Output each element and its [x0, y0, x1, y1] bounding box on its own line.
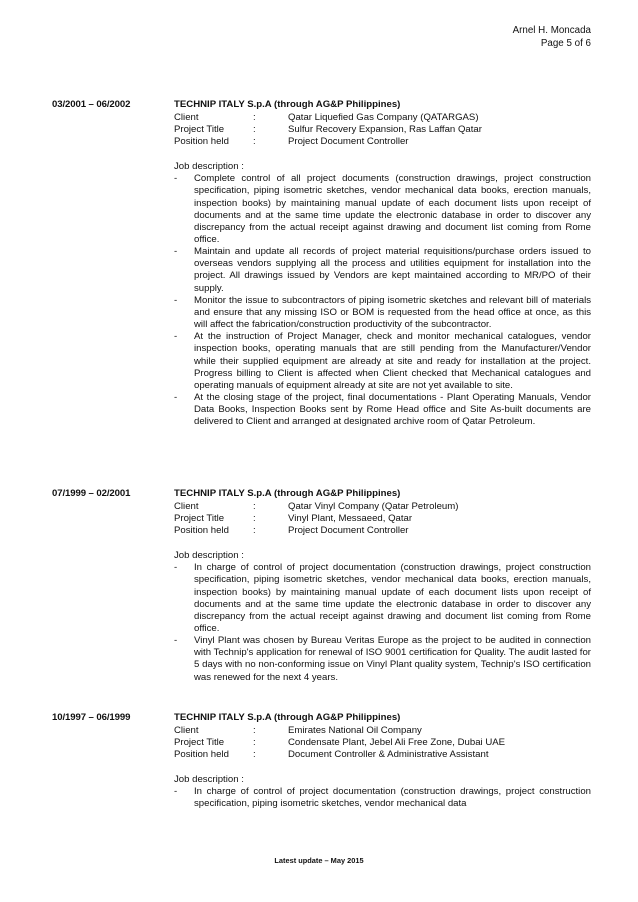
bullet-text: Monitor the issue to subcontractors of piping isometric sketches and relevant bill of materials and ensure that any missing ISO or BOM is requested from the head office at once, as this will affect the fabrication/construction productivity of the subcontractor. — [194, 294, 591, 331]
bullet-item — [174, 786, 591, 810]
field-label: Position held — [174, 525, 229, 537]
field-colon: : — [253, 512, 256, 524]
job-body — [174, 99, 591, 428]
field-label: Position held — [174, 749, 229, 761]
field-label: Project Title — [174, 736, 225, 748]
client-value: Qatar Liquefied Gas Company (QATARGAS) — [288, 111, 479, 123]
field-colon: : — [253, 525, 256, 537]
bullet-text: Maintain and update all records of project material requisitions/purchase orders issued to overseas vendors supplying all the process and utilities equipment for installation into the project. All drawings issued by Vendors are kept maintained according to MR/PO of their supply. — [194, 246, 591, 294]
position-row — [174, 136, 591, 148]
field-colon: : — [253, 136, 256, 148]
bullet-text: At the instruction of Project Manager, check and monitor mechanical catalogues, vendor inspection books, operating manuals that are still pending from the Manufacturer/Vendor while their supplied equipment are already at site and ready for installation at the project. Progress billing to Client is affected when Client checked that Mechanical catalogues and operating manuals of equipment already at site are not yet available to site. — [194, 331, 591, 391]
job-description-label: Job description : — [174, 773, 244, 785]
field-colon: : — [253, 724, 256, 736]
client-row — [174, 725, 591, 737]
bullet-item — [174, 331, 591, 392]
job-body — [174, 488, 591, 684]
bullet-dash: - — [174, 786, 178, 798]
bullet-dash: - — [174, 173, 178, 185]
bullet-text: Complete control of all project documents (construction drawings, project construction specification, piping isometric sketches, vendor mechanical data books, erection manuals, inspection books) by maintaining manual update of each document lists upon receipt of documents and at the same time update the electronic database in order to discover any discrepancy from the actual receipt against drawing and document list coming from Rome office. — [194, 173, 591, 245]
bullet-text: In charge of control of project documentation (construction drawings, project construction specification, piping isometric sketches, vendor mechanical data — [194, 786, 591, 810]
author-name: Arnel H. Moncada — [512, 25, 591, 36]
client-row — [174, 501, 591, 513]
page-header — [513, 24, 591, 50]
project-title-row — [174, 737, 591, 749]
company-name: TECHNIP ITALY S.p.A (through AG&P Philippines) — [174, 712, 401, 723]
position-value: Document Controller & Administrative Assistant — [288, 749, 489, 761]
bullet-item — [174, 246, 591, 295]
job-dates: 10/1997 – 06/1999 — [52, 712, 131, 723]
bullet-dash: - — [174, 562, 178, 574]
bullet-dash: - — [174, 331, 178, 343]
position-value: Project Document Controller — [288, 136, 409, 148]
bullet-text: Vinyl Plant was chosen by Bureau Veritas Europe as the project to be audited in connection with Technip's application for renewal of ISO 9001 certification for Quality. The audit lasted for 5 days with no non-conforming issue on Vinyl Plant quality system, Technip's ISO certification was renewed for the next 4 years. — [194, 635, 591, 683]
bullet-item — [174, 635, 591, 684]
client-value: Emirates National Oil Company — [288, 724, 422, 736]
project-title-value: Vinyl Plant, Messaeed, Qatar — [288, 512, 413, 524]
bullet-dash: - — [174, 392, 178, 403]
project-title-value: Condensate Plant, Jebel Ali Free Zone, Dubai UAE — [288, 736, 506, 748]
bullet-item — [174, 295, 591, 331]
field-colon: : — [253, 111, 256, 123]
page-number: Page 5 of 6 — [540, 38, 591, 49]
position-row — [174, 525, 591, 537]
job-description-label: Job description : — [174, 160, 244, 172]
client-row — [174, 112, 591, 124]
field-label: Client — [174, 500, 199, 512]
project-title-value: Sulfur Recovery Expansion, Ras Laffan Qatar — [288, 123, 482, 135]
client-value: Qatar Vinyl Company (Qatar Petroleum) — [288, 500, 459, 512]
field-label: Position held — [174, 136, 229, 148]
bullet-item — [174, 562, 591, 635]
field-colon: : — [253, 749, 256, 761]
job-dates: 07/1999 – 02/2001 — [52, 488, 131, 499]
project-title-row — [174, 513, 591, 525]
field-colon: : — [253, 736, 256, 748]
position-row — [174, 749, 591, 761]
job-dates: 03/2001 – 06/2002 — [52, 99, 131, 110]
bullet-dash: - — [174, 246, 178, 258]
project-title-row — [174, 124, 591, 136]
bullet-dash: - — [174, 635, 178, 647]
field-colon: : — [253, 123, 256, 135]
company-name: TECHNIP ITALY S.p.A (through AG&P Philippines) — [174, 99, 401, 110]
position-value: Project Document Controller — [288, 525, 409, 537]
job-body — [174, 712, 591, 811]
bullet-item — [174, 173, 591, 246]
field-label: Project Title — [174, 512, 225, 524]
field-label: Client — [174, 111, 199, 123]
bullet-text: In charge of control of project documentation (construction drawings, project construction specification, piping isometric sketches, vendor mechanical data books, erection manuals, inspection books) by maintaining manual update of each document lists upon receipt of documents and at the same time update the electronic database in order to discover any discrepancy from the actual receipt against drawing and document list coming from Rome office. — [194, 562, 591, 634]
footer-update-note: Latest update – May 2015 — [274, 856, 364, 865]
field-colon: : — [253, 500, 256, 512]
field-label: Project Title — [174, 123, 225, 135]
bullet-item — [174, 392, 591, 428]
bullet-dash: - — [174, 294, 178, 306]
job-description-label: Job description : — [174, 549, 244, 561]
company-name: TECHNIP ITALY S.p.A (through AG&P Philippines) — [174, 488, 401, 499]
field-label: Client — [174, 724, 199, 736]
bullet-text: At the closing stage of the project, final documentations - Plant Operating Manuals, Vendor Data Books, Inspection Books sent by Rome Head office and Site As-built documents are delivered to Client and arranged at designated archive room of Qatar Petroleum. — [194, 392, 591, 428]
